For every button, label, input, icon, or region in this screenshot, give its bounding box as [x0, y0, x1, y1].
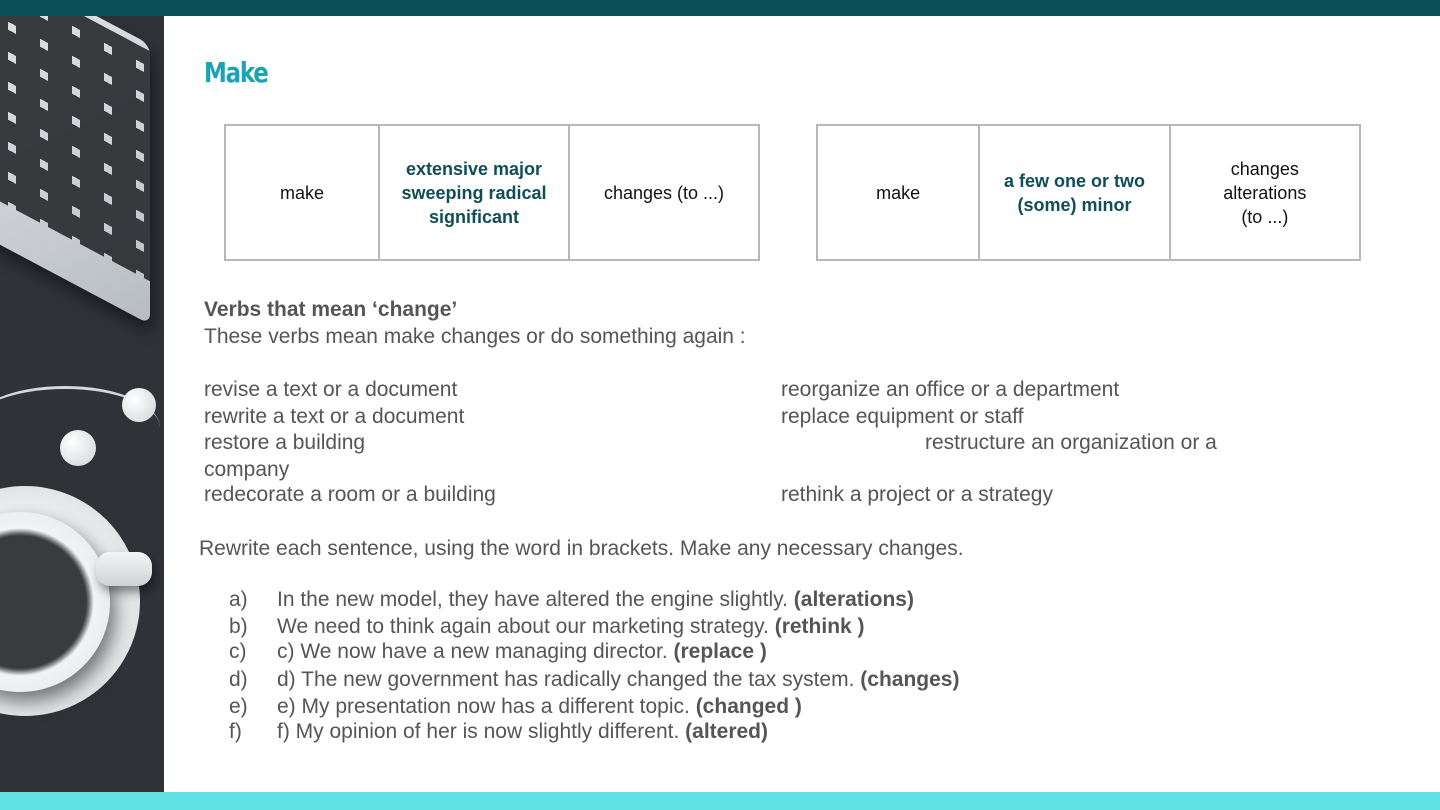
- noun-cell: [1170, 125, 1360, 260]
- top-accent-bar: [0, 0, 1440, 16]
- slide-title: Make: [204, 56, 268, 89]
- verb-cell: make: [225, 125, 379, 260]
- exercise-sentence: c) We now have a new managing director.: [277, 640, 668, 663]
- noun-line: changes: [1230, 158, 1299, 179]
- exercise-instruction: Rewrite each sentence, using the word in brackets. Make any necessary changes.: [199, 537, 964, 560]
- exercise-item: [277, 587, 914, 613]
- exercise-keyword: (alterations): [793, 588, 914, 611]
- exercise-sentence: f) My opinion of her is now slightly different.: [277, 720, 680, 743]
- verbs-heading: Verbs that mean ‘change’: [204, 298, 458, 321]
- verb-item: redecorate a room or a building: [204, 483, 496, 506]
- exercise-sentence: d) The new government has radically changed the tax system.: [277, 668, 855, 691]
- verb-item: revise a text or a document: [204, 378, 458, 401]
- collocation-table-major: [224, 124, 760, 261]
- exercise-keyword: (altered): [685, 720, 769, 743]
- exercise-keyword: (rethink ): [774, 615, 865, 638]
- exercise-keyword: (changed ): [695, 695, 802, 718]
- noun-line: alterations: [1223, 182, 1307, 203]
- exercise-letter: e): [229, 695, 248, 718]
- bottom-accent-bar: [0, 792, 1440, 810]
- exercise-letter: c): [229, 640, 247, 663]
- verbs-intro: These verbs mean make changes or do something again :: [204, 325, 746, 348]
- adjectives-cell: a few one or two (some) minor: [979, 125, 1169, 260]
- desk-photo: [0, 16, 164, 792]
- exercise-item: [277, 694, 802, 720]
- exercise-sentence: e) My presentation now has a different topic.: [277, 695, 690, 718]
- adjectives-cell: extensive major sweeping radical significant: [379, 125, 569, 260]
- collocation-table-minor: [816, 124, 1361, 261]
- exercise-item: [277, 719, 768, 745]
- exercise-letter: f): [229, 720, 242, 743]
- verb-item: reorganize an office or a department: [781, 378, 1120, 401]
- exercise-letter: a): [229, 588, 248, 611]
- earbud-icon: [60, 430, 96, 466]
- exercise-item: [277, 639, 767, 665]
- verb-item: company: [204, 458, 290, 481]
- cup-handle: [96, 552, 152, 586]
- verb-item: rewrite a text or a document: [204, 405, 465, 428]
- noun-line: (to ...): [1241, 206, 1289, 227]
- exercise-sentence: In the new model, they have altered the engine slightly.: [277, 588, 788, 611]
- exercise-sentence: We need to think again about our marketing strategy.: [277, 615, 769, 638]
- verb-item: restore a building: [204, 431, 366, 454]
- verb-item: restructure an organization or a: [925, 431, 1217, 454]
- exercise-keyword: (replace ): [673, 640, 767, 663]
- exercise-item: [277, 614, 865, 640]
- exercise-keyword: (changes): [860, 668, 960, 691]
- noun-cell: changes (to ...): [569, 125, 759, 260]
- exercise-letter: d): [229, 668, 248, 691]
- verb-item: replace equipment or staff: [781, 405, 1024, 428]
- verb-cell: make: [817, 125, 979, 260]
- verb-item: rethink a project or a strategy: [781, 483, 1053, 506]
- earbud-icon: [122, 388, 156, 422]
- exercise-letter: b): [229, 615, 248, 638]
- exercise-item: [277, 667, 959, 693]
